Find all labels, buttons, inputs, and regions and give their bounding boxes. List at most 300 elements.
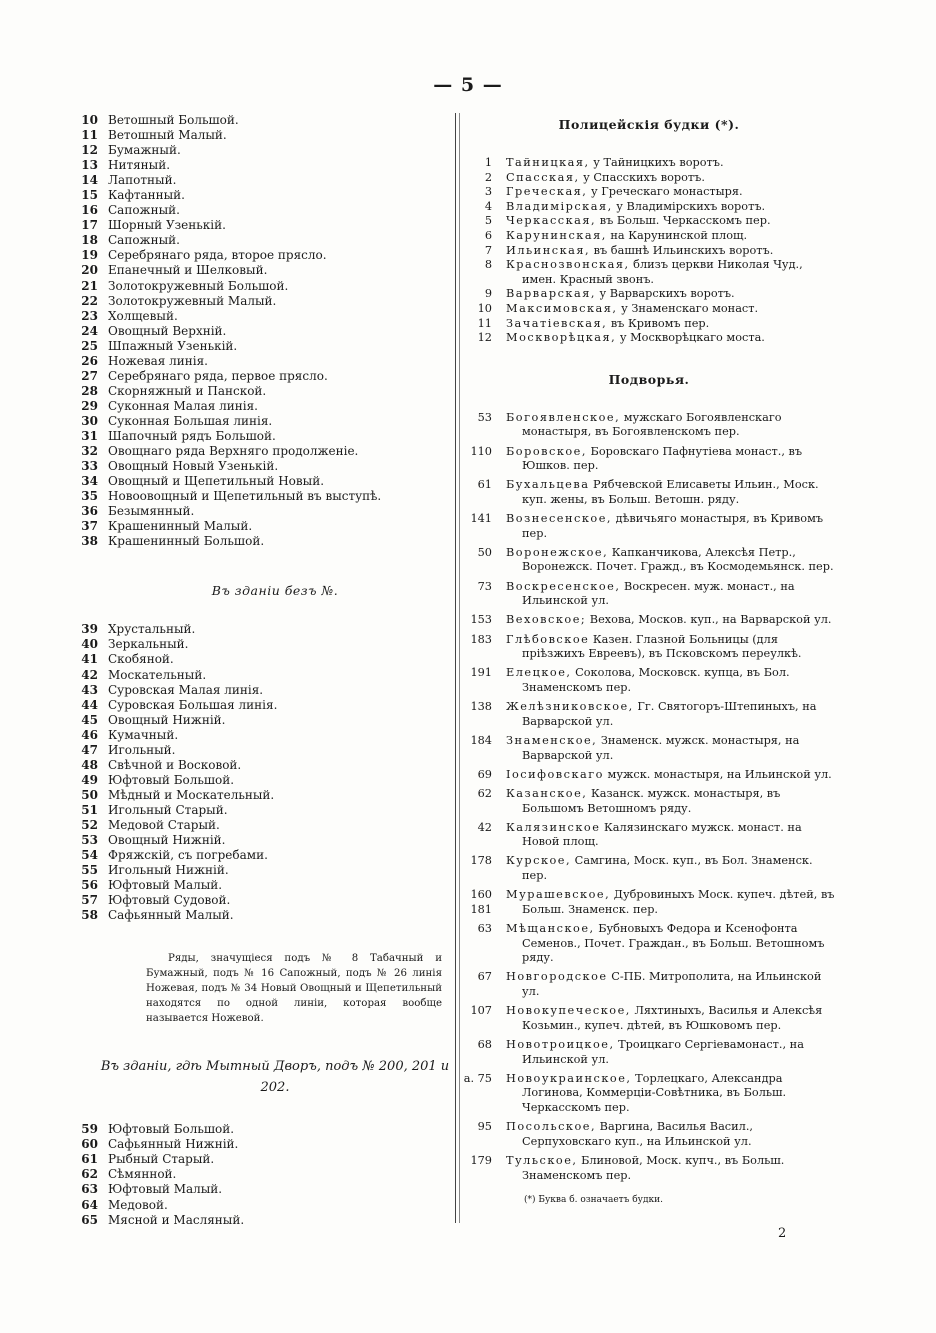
signature-mark: 2 xyxy=(778,1226,787,1241)
court-entry-number: 178 xyxy=(470,854,492,868)
court-entry-text-block xyxy=(506,787,836,816)
court-entry-number: 67 xyxy=(477,970,492,984)
column-divider xyxy=(455,113,456,1223)
row-number: 49 xyxy=(81,772,98,787)
court-entry-text-block xyxy=(506,734,836,763)
row-number: 58 xyxy=(81,908,98,923)
row-name: Сѣмянной. xyxy=(108,1167,177,1182)
police-booths-heading: Полицейскія будки (*). xyxy=(558,117,740,132)
row-entry xyxy=(60,728,450,743)
court-entry xyxy=(462,768,836,783)
court-entry xyxy=(462,1038,836,1067)
row-entry xyxy=(60,1152,450,1167)
police-booth-location: у Греческаго монастыря. xyxy=(587,185,743,199)
rows-list-3 xyxy=(60,1122,450,1227)
court-entry-number: 160 181 xyxy=(470,888,492,916)
police-booth-number: 9 xyxy=(484,287,492,301)
rows-list-2 xyxy=(60,622,450,923)
row-name: Безымянный. xyxy=(108,504,195,519)
court-entry-number: 95 xyxy=(477,1120,492,1134)
court-entry-name: Знаменское, xyxy=(506,733,598,747)
court-entry xyxy=(462,970,836,999)
court-entry-text xyxy=(506,478,836,507)
police-booth-location: близъ церкви Николая Чуд., имен. Красный звонъ. xyxy=(522,258,803,286)
row-number: 14 xyxy=(81,173,98,188)
court-entry-name: Желѣзниковское, xyxy=(506,700,634,714)
court-entry-number: 53 xyxy=(477,410,492,424)
row-entry xyxy=(60,652,450,667)
police-booth-location: у Тайницкихъ воротъ. xyxy=(589,156,724,169)
police-booth-text-block xyxy=(506,214,836,229)
row-entry xyxy=(60,803,450,818)
police-booth-location: у Спасскихъ воротъ. xyxy=(579,170,705,184)
court-entry-location: Торлецкаго, Александра Логинова, Коммерціи-Совѣтника, въ Больш. Черкасскомъ пер. xyxy=(522,1071,787,1114)
police-booth-location: въ Больш. Черкасскомъ пер. xyxy=(596,214,771,228)
row-name: Овощный и Щепетильный Новый. xyxy=(108,474,325,489)
row-name: Сафьянный Нижній. xyxy=(108,1137,239,1152)
row-entry xyxy=(60,369,450,384)
court-entry-name: Курское, xyxy=(506,854,572,868)
court-entry-text-block xyxy=(506,700,836,729)
court-entry-text-block xyxy=(506,445,836,474)
police-booth-text-block xyxy=(506,258,836,287)
row-entry xyxy=(60,1137,450,1152)
row-name: Кумачный. xyxy=(108,727,179,742)
court-entry-location: Варгина, Василья Васил., Серпуховскаго куп., на Ильинской ул. xyxy=(522,1120,754,1148)
row-name: Игольный Старый. xyxy=(108,802,228,817)
courts-heading: Подворья. xyxy=(608,371,690,387)
court-entry xyxy=(462,478,836,507)
row-entry xyxy=(60,279,450,294)
court-entry-number: а. 75 xyxy=(463,1071,492,1085)
rows-note xyxy=(146,951,442,1026)
row-name: Скорняжный и Панской. xyxy=(108,383,267,398)
row-number: 64 xyxy=(81,1197,98,1212)
police-booth-text-block xyxy=(506,156,836,171)
row-number: 37 xyxy=(81,519,98,534)
court-entry-text xyxy=(506,970,836,999)
police-booth-text xyxy=(506,317,836,332)
row-name: Свѣчной и Восковой. xyxy=(108,757,242,772)
rows-note-text: Ряды, значущіеся подъ № 8 Табачный и Бумажный, подъ № 16 Сапожный, подъ № 26 линія Ножевая, подъ № 34 Новый Овощный и Щепетильный находятся по одной линіи, которая вообще называется Ножевой. xyxy=(146,953,442,1025)
left-column xyxy=(60,113,450,1228)
row-number: 56 xyxy=(81,878,98,893)
police-booth-number: 4 xyxy=(484,199,492,213)
police-booth-text-block xyxy=(506,302,836,317)
court-entry-text-block xyxy=(506,546,836,575)
police-booth-name: Владимірская, xyxy=(506,199,613,213)
row-number: 34 xyxy=(81,474,98,489)
court-entry-number: 69 xyxy=(477,767,492,781)
row-name: Медовой. xyxy=(108,1197,168,1212)
court-entry-text xyxy=(506,821,836,850)
row-number: 60 xyxy=(81,1137,98,1152)
court-entry xyxy=(462,1120,836,1149)
row-entry xyxy=(60,128,450,143)
court-entry-location: Троицкаго Сергіевамонаст., на Ильинской ул. xyxy=(522,1037,804,1066)
police-booth-location: на Карунинской площ. xyxy=(606,228,748,242)
row-name: Золотокружевный Большой. xyxy=(108,278,289,293)
police-booth xyxy=(462,185,836,200)
court-entry-text xyxy=(506,1038,836,1067)
court-entry xyxy=(462,888,836,917)
court-entry xyxy=(462,1004,836,1033)
court-entry-location: Вехова, Москов. куп., на Варварской ул. xyxy=(586,613,832,627)
row-entry xyxy=(60,878,450,893)
police-booth xyxy=(462,258,836,287)
court-entry-location: мужск. монастыря, на Ильинской ул. xyxy=(603,767,832,781)
court-entry-location: С-ПБ. Митрополита, на Ильинской ул. xyxy=(522,970,822,998)
police-booth-text-block xyxy=(506,171,836,186)
row-entry xyxy=(60,309,450,324)
row-number: 39 xyxy=(81,622,98,637)
police-booth-number: 5 xyxy=(484,214,492,228)
row-entry xyxy=(60,233,450,248)
row-entry xyxy=(60,1182,450,1197)
police-booth-name: Зачатіевская, xyxy=(506,316,608,330)
court-entry-number: 191 xyxy=(470,666,492,680)
police-booth-name: Спасская, xyxy=(506,170,580,184)
section-no-number-heading: Въ зданіи безъ №. xyxy=(211,583,339,599)
court-entry-text-block xyxy=(506,613,836,628)
police-booth xyxy=(462,214,836,229)
row-name: Юфтовый Большой. xyxy=(108,772,235,787)
row-name: Серебрянаго ряда, первое прясло. xyxy=(108,368,328,383)
row-number: 35 xyxy=(81,489,98,504)
police-booth-name: Ильинская, xyxy=(506,243,591,257)
row-entry xyxy=(60,1213,450,1228)
police-booth-text xyxy=(506,200,836,215)
court-entry-text xyxy=(506,888,836,917)
court-entry-text xyxy=(506,411,836,440)
row-entry xyxy=(60,324,450,339)
row-name: Юфтовый Судовой. xyxy=(108,893,231,908)
police-booth-text xyxy=(506,302,836,317)
row-number: 29 xyxy=(81,398,98,413)
court-entry-name: Тульское, xyxy=(506,1153,578,1167)
court-entry-number: 62 xyxy=(477,786,492,800)
police-booth xyxy=(462,156,836,171)
row-entry xyxy=(60,474,450,489)
row-name: Овощнаго ряда Верхняго продолженіе. xyxy=(108,444,359,459)
row-entry xyxy=(60,188,450,203)
row-entry xyxy=(60,758,450,773)
court-entry xyxy=(462,512,836,541)
right-column xyxy=(462,113,836,1205)
court-entry-text-block xyxy=(506,1154,836,1183)
court-entry-location: Самгина, Моск. куп., въ Бол. Знаменск. пер. xyxy=(522,854,813,883)
row-number: 63 xyxy=(81,1182,98,1197)
court-entry xyxy=(462,411,836,440)
row-name: Мясной и Масляный. xyxy=(108,1212,245,1227)
row-entry xyxy=(60,504,450,519)
row-number: 30 xyxy=(81,413,98,428)
row-name: Сапожный. xyxy=(108,203,180,218)
court-entry-text-block xyxy=(506,970,836,999)
police-booth-number: 11 xyxy=(477,316,492,330)
police-booth xyxy=(462,287,836,302)
row-entry xyxy=(60,1167,450,1182)
row-number: 57 xyxy=(81,893,98,908)
row-name: Москательный. xyxy=(108,667,207,682)
court-entry-location: Казанск. мужск. монастыря, въ Большомъ Ветошномъ ряду. xyxy=(522,786,781,815)
row-entry xyxy=(60,399,450,414)
row-name: Бумажный. xyxy=(108,143,181,158)
court-entry-text xyxy=(506,613,836,628)
court-entry-location: Знаменск. мужск. монастыря, на Варварской ул. xyxy=(522,733,800,762)
police-booth-name: Тайницкая, xyxy=(506,156,590,169)
court-entry-text xyxy=(506,700,836,729)
court-entry-location: мужскаго Богоявленскаго монастыря, въ Богоявленскомъ пер. xyxy=(522,410,782,439)
court-entry-text-block xyxy=(506,888,836,917)
row-name: Суровская Малая линія. xyxy=(108,682,264,697)
row-name: Епанечный и Шелковый. xyxy=(108,263,268,278)
court-entry-location: Капканчикова, Алексѣя Петр., Воронежск. Почет. Гражд., въ Космодемьянск. пер. xyxy=(522,545,834,574)
row-number: 62 xyxy=(81,1167,98,1182)
row-name: Юфтовый Большой. xyxy=(108,1122,235,1137)
row-number: 47 xyxy=(81,742,98,757)
court-entry-name: Казанское, xyxy=(506,786,588,800)
row-entry xyxy=(60,263,450,278)
row-name: Овощный Верхній. xyxy=(108,323,227,338)
row-number: 31 xyxy=(81,428,98,443)
row-number: 44 xyxy=(81,697,98,712)
row-number: 19 xyxy=(81,248,98,263)
row-entry xyxy=(60,683,450,698)
row-number: 55 xyxy=(81,863,98,878)
court-entry-location: Казен. Глазной Больницы (для пріѣзжихъ Евреевъ), въ Псковскомъ переулкѣ. xyxy=(522,632,802,661)
row-name: Сафьянный Малый. xyxy=(108,908,234,923)
court-entry-number: 141 xyxy=(470,512,492,526)
police-booth-number: 3 xyxy=(484,185,492,199)
police-booth-text-block xyxy=(506,229,836,244)
police-booth-text-block xyxy=(506,331,836,346)
row-number: 26 xyxy=(81,353,98,368)
row-entry xyxy=(60,354,450,369)
court-entry-name: Новотроицкое, xyxy=(506,1037,615,1051)
court-entry xyxy=(462,1154,836,1183)
row-name: Фряжскій, съ погребами. xyxy=(108,848,268,863)
court-entry xyxy=(462,1072,836,1116)
row-number: 38 xyxy=(81,534,98,549)
row-entry xyxy=(60,173,450,188)
court-entry-text-block xyxy=(506,854,836,883)
police-booth-number: 1 xyxy=(484,156,492,169)
court-entry xyxy=(462,854,836,883)
row-name: Суровская Большая линія. xyxy=(108,697,278,712)
court-entry-number: 138 xyxy=(470,700,492,714)
court-entry-number: 153 xyxy=(470,613,492,627)
police-booth-number: 10 xyxy=(477,301,492,315)
court-entry-number: 179 xyxy=(470,1153,492,1167)
row-entry xyxy=(60,788,450,803)
court-entry-text-block xyxy=(506,1120,836,1149)
court-entry xyxy=(462,821,836,850)
court-entry xyxy=(462,922,836,966)
row-number: 43 xyxy=(81,682,98,697)
court-entry-number: 61 xyxy=(477,478,492,492)
row-number: 20 xyxy=(81,263,98,278)
court-entry-text-block xyxy=(506,1038,836,1067)
police-booth-location: у Знаменскаго монаст. xyxy=(617,301,759,315)
row-entry xyxy=(60,459,450,474)
court-entry-name: Вознесенское, xyxy=(506,512,612,526)
police-booth-text xyxy=(506,185,836,200)
court-entry-name: Веховское; xyxy=(506,613,587,627)
row-number: 41 xyxy=(81,652,98,667)
section-customs-heading: Въ зданіи, гдѣ Мытный Дворъ, подъ № 200, 201 и 202. xyxy=(100,1059,450,1096)
police-booth-name: Черкасская, xyxy=(506,214,597,228)
row-number: 28 xyxy=(81,383,98,398)
row-entry xyxy=(60,668,450,683)
row-number: 42 xyxy=(81,667,98,682)
court-entry-text xyxy=(506,734,836,763)
court-entry-text xyxy=(506,768,836,783)
court-entry xyxy=(462,613,836,628)
court-entry-name: Воронежское, xyxy=(506,545,609,559)
page-number: — 5 — xyxy=(433,74,503,96)
row-number: 36 xyxy=(81,504,98,519)
row-entry xyxy=(60,339,450,354)
row-number: 61 xyxy=(81,1152,98,1167)
police-booth-location: у Владимірскихъ воротъ. xyxy=(612,199,766,213)
court-entry-location: Гг. Святогоръ-Штепиныхъ, на Варварской ул. xyxy=(522,700,817,728)
court-entry-number: 68 xyxy=(477,1037,492,1051)
police-booth-name: Греческая, xyxy=(506,185,588,199)
police-booth-name: Москворѣцкая, xyxy=(506,331,617,345)
row-name: Ветошный Малый. xyxy=(108,128,227,143)
police-booth xyxy=(462,200,836,215)
court-entry-number: 184 xyxy=(470,733,492,747)
court-entry xyxy=(462,546,836,575)
row-name: Хрустальный. xyxy=(108,622,196,637)
row-entry xyxy=(60,444,450,459)
court-entry-location: Калязинскаго мужск. монаст. на Новой площ. xyxy=(522,820,802,849)
court-entry-location: Блиновой, Моск. купч., въ Больш. Знаменскомъ пер. xyxy=(522,1153,785,1182)
court-entry-name: Калязинское xyxy=(506,820,601,834)
court-entry-text-block xyxy=(506,1072,836,1116)
police-booth xyxy=(462,331,836,346)
row-number: 15 xyxy=(81,188,98,203)
row-name: Игольный Нижній. xyxy=(108,863,229,878)
row-number: 53 xyxy=(81,833,98,848)
row-number: 18 xyxy=(81,233,98,248)
row-number: 21 xyxy=(81,278,98,293)
row-name: Овощный Нижній. xyxy=(108,833,226,848)
police-booth-text-block xyxy=(506,287,836,302)
court-entry-name: Боровское, xyxy=(506,444,587,458)
row-name: Игольный. xyxy=(108,742,176,757)
police-booth-location: въ башнѣ Ильинскихъ воротъ. xyxy=(590,243,774,257)
court-entry-name: Глѣбовское xyxy=(506,632,590,646)
court-entry-text-block xyxy=(506,478,836,507)
court-entry-name: Воскресенское, xyxy=(506,579,621,593)
row-entry xyxy=(60,698,450,713)
court-entry-text-block xyxy=(506,580,836,609)
row-name: Серебрянаго ряда, второе прясло. xyxy=(108,248,327,263)
row-number: 10 xyxy=(81,113,98,127)
row-entry xyxy=(60,622,450,637)
police-booth-name: Варварская, xyxy=(506,287,596,301)
row-entry xyxy=(60,637,450,652)
row-number: 13 xyxy=(81,158,98,173)
row-name: Овощный Новый Узенькій. xyxy=(108,459,279,474)
row-entry xyxy=(60,203,450,218)
row-entry xyxy=(60,1198,450,1213)
row-entry xyxy=(60,384,450,399)
court-entry-text xyxy=(506,922,836,966)
row-entry xyxy=(60,848,450,863)
row-name: Скобяной. xyxy=(108,652,174,667)
court-entry-name: Мурашевское, xyxy=(506,888,611,902)
row-number: 11 xyxy=(81,128,98,143)
police-booth-name: Карунинская, xyxy=(506,228,607,242)
police-booth xyxy=(462,171,836,186)
row-entry xyxy=(60,1122,450,1137)
police-booth-location: въ Кривомъ пер. xyxy=(607,316,710,330)
court-entry-location: Соколова, Московск. купца, въ Бол. Знаменскомъ пер. xyxy=(522,666,790,694)
row-entry xyxy=(60,534,450,549)
row-name: Рыбный Старый. xyxy=(108,1152,215,1167)
row-entry xyxy=(60,893,450,908)
court-entry-number: 42 xyxy=(477,820,492,834)
court-entry-location: Рябчевской Елисаветы Ильин., Моск. куп. жены, въ Больш. Ветошн. ряду. xyxy=(522,478,819,506)
row-number: 65 xyxy=(81,1212,98,1227)
police-booth-text xyxy=(506,214,836,229)
court-entry-number: 73 xyxy=(477,579,492,593)
court-entry-text-block xyxy=(506,411,836,440)
row-number: 23 xyxy=(81,308,98,323)
court-entry-text xyxy=(506,512,836,541)
row-name: Ветошный Большой. xyxy=(108,113,239,127)
row-number: 52 xyxy=(81,817,98,832)
row-entry xyxy=(60,908,450,923)
court-entry-text-block xyxy=(506,666,836,695)
court-entry-number: 183 xyxy=(470,632,492,646)
row-name: Шапочный рядъ Большой. xyxy=(108,428,276,443)
row-number: 40 xyxy=(81,637,98,652)
police-booth-text-block xyxy=(506,244,836,259)
row-name: Овощный Нижній. xyxy=(108,712,226,727)
row-number: 25 xyxy=(81,338,98,353)
row-name: Суконная Большая линія. xyxy=(108,413,273,428)
court-entry-number: 50 xyxy=(477,545,492,559)
row-number: 33 xyxy=(81,459,98,474)
court-entry xyxy=(462,734,836,763)
row-number: 24 xyxy=(81,323,98,338)
court-entry-location: Ляхтиныхъ, Василья и Алексѣя Козьмин., купеч. дѣтей, въ Юшковомъ пер. xyxy=(522,1004,823,1032)
row-number: 17 xyxy=(81,218,98,233)
court-entry xyxy=(462,445,836,474)
row-name: Холщевый. xyxy=(108,308,178,323)
court-entry-name: Іосифовскаго xyxy=(506,767,604,781)
row-number: 46 xyxy=(81,727,98,742)
court-entry-number: 63 xyxy=(477,922,492,936)
police-booth xyxy=(462,229,836,244)
row-entry xyxy=(60,818,450,833)
court-entry-location: Дубровиныхъ Моск. купеч. дѣтей, въ Больш. Знаменск. пер. xyxy=(522,888,835,916)
court-entry-text xyxy=(506,787,836,816)
row-number: 45 xyxy=(81,712,98,727)
court-entry-text xyxy=(506,1004,836,1033)
footnote: (*) Буква б. означаетъ будки. xyxy=(524,1195,663,1206)
row-number: 32 xyxy=(81,444,98,459)
police-booths-list xyxy=(462,156,836,346)
court-entry-text-block xyxy=(506,512,836,541)
rows-list-1 xyxy=(60,113,450,549)
row-name: Суконная Малая линія. xyxy=(108,398,258,413)
court-entry-location: Боровскаго Пафнутіева монаст., въ Юшков. пер. xyxy=(522,444,803,473)
